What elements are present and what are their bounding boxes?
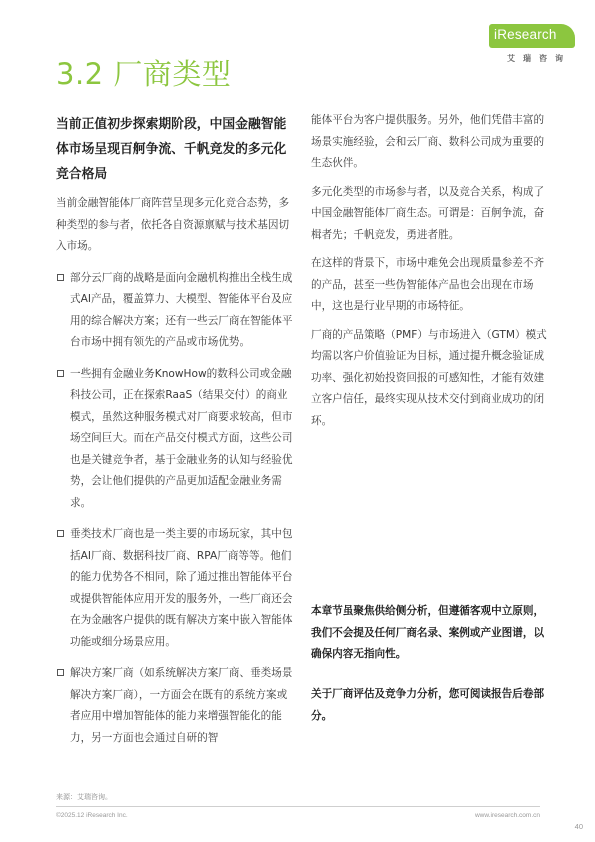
checkbox-bullet-icon — [57, 669, 64, 676]
left-column — [56, 112, 293, 749]
copyright-text: ©2025.12 iResearch Inc. — [56, 812, 128, 819]
logo-subtitle: 艾瑞咨询 — [507, 54, 571, 63]
body-paragraph: 在这样的背景下，市场中难免会出现质量参差不齐的产品，甚至一些伪智能体产品也会出现在市场中，这也是行业早期的市场特征。 — [311, 257, 545, 312]
footer-divider — [56, 806, 540, 807]
neutrality-note: 本章节虽聚焦供给侧分析，但遵循客观中立原则，我们不会提及任何厂商名录、案例或产业图谱，以确保内容无指向性。 — [311, 605, 545, 660]
intro-paragraph: 当前金融智能体厂商阵营呈现多元化竞合态势，多种类型的参与者，依托各自资源禀赋与技术基因切入市场。 — [56, 197, 290, 252]
right-column — [311, 110, 548, 432]
bullet-item — [56, 663, 293, 749]
source-note: 来源：艾瑞咨询。 — [56, 793, 112, 801]
bullet-text: 解决方案厂商（如系统解决方案厂商、垂类场景解决方案厂商），一方面会在既有的系统方案或者应用中增加智能体的能力来增强智能化的能力，另一方面也会通过自研的智 — [70, 667, 293, 744]
bullet-text: 部分云厂商的战略是面向金融机构推出全栈生成式AI产品，覆盖算力、大模型、智能体平台及应用的综合解决方案；还有一些云厂商在智能体平台市场中拥有领先的产品或市场优势。 — [70, 271, 293, 348]
body-paragraph: 多元化类型的市场参与者，以及竞合关系，构成了中国金融智能体厂商生态。可谓是：百舸争流，奋楫者先；千帆竞发，勇进者胜。 — [311, 185, 545, 241]
checkbox-bullet-icon — [57, 274, 64, 281]
bullet-item — [56, 268, 293, 354]
section-headline: 当前正值初步探索期阶段，中国金融智能体市场呈现百舸争流、千帆竞发的多元化竞合格局 — [56, 117, 287, 182]
checkbox-bullet-icon — [57, 370, 64, 377]
body-paragraph: 厂商的产品策略（PMF）与市场进入（GTM）模式均需以客户价值验证为目标，通过提升概念验证成功率、强化初始投资回报的可感知性，才能有效建立客户信任，最终实现从技术交付到商业成功的闭环。 — [311, 328, 547, 427]
continued-paragraph: 能体平台为客户提供服务。另外，他们凭借丰富的场景实施经验，会和云厂商、数科公司成为重要的生态伙伴。 — [311, 114, 545, 169]
checkbox-bullet-icon — [57, 530, 64, 537]
bullet-text: 一些拥有金融业务KnowHow的数科公司或金融科技公司，正在探索RaaS（结果交付）的商业模式，虽然这种服务模式对厂商要求较高，但市场空间巨大。而在产品交付模式方面，这些公司也是关键竞争者，基于金融业务的认知与经验优势，会让他们提供的产品更加适配金融业务需求。 — [70, 367, 293, 509]
bullet-item — [56, 364, 293, 515]
logo-text: iResearch — [494, 27, 557, 42]
iresearch-logo — [489, 24, 577, 70]
bullet-text: 垂类技术厂商也是一类主要的市场玩家，其中包括AI厂商、数据科技厂商、RPA厂商等等。他们的能力优势各不相同，除了通过推出智能体平台或提供智能体应用开发的服务外，一些厂商还会在为金融客户提供的既有解决方案中嵌入智能体功能或细分场景应用。 — [70, 528, 293, 648]
reference-note: 关于厂商评估及竞争力分析，您可阅读报告后卷部分。 — [311, 688, 545, 722]
website-link[interactable]: www.iresearch.com.cn — [474, 812, 540, 819]
page-number: 40 — [574, 822, 583, 831]
page-title: 3.2 厂商类型 — [56, 57, 232, 91]
bullet-item — [56, 524, 293, 653]
logo-badge — [489, 24, 575, 48]
